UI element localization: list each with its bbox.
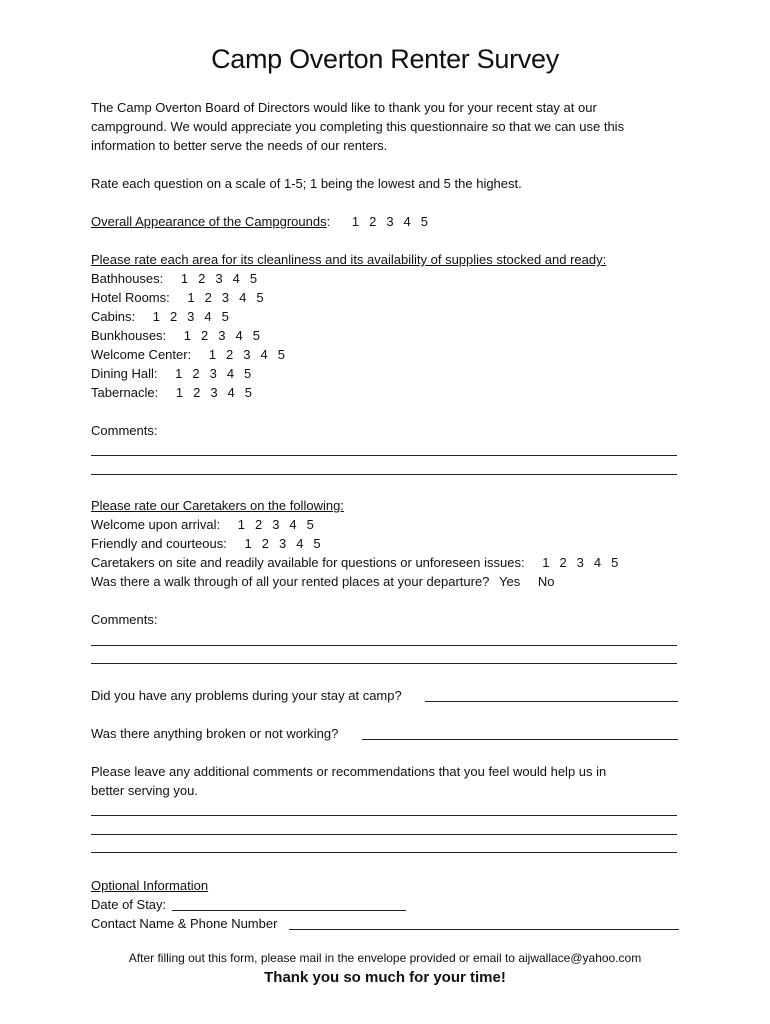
area-label: Tabernacle: bbox=[91, 385, 159, 400]
rating-option-1[interactable]: 1 bbox=[180, 271, 189, 286]
area-rating[interactable] bbox=[162, 383, 252, 402]
rating-option-2[interactable]: 2 bbox=[198, 271, 206, 286]
rating-option-4[interactable]: 4 bbox=[289, 517, 297, 532]
area-label: Bathhouses: bbox=[91, 271, 164, 286]
rating-option-2[interactable]: 2 bbox=[192, 366, 200, 381]
area-label: Dining Hall: bbox=[91, 366, 158, 381]
areas-heading: Please rate each area for its cleanliness and its availability of supplies stocked and ready: bbox=[91, 252, 607, 267]
rating-option-1[interactable]: 1 bbox=[175, 366, 183, 381]
rating-option-2[interactable]: 2 bbox=[226, 347, 234, 362]
rating-option-5[interactable]: 5 bbox=[244, 366, 252, 381]
rating-option-5[interactable]: 5 bbox=[256, 290, 264, 305]
area-row-hotel-rooms bbox=[91, 288, 264, 307]
overall-appearance-label: Overall Appearance of the Campgrounds bbox=[91, 214, 327, 229]
area-label: Bunkhouses: bbox=[91, 328, 167, 343]
rating-option-3[interactable]: 3 bbox=[278, 536, 287, 551]
rating-option-5[interactable]: 5 bbox=[244, 385, 253, 400]
area-rating[interactable] bbox=[167, 269, 257, 288]
rating-option-5[interactable]: 5 bbox=[306, 517, 314, 532]
comments-write-line-2[interactable] bbox=[91, 474, 677, 475]
rating-option-1[interactable]: 1 bbox=[187, 290, 195, 305]
scale-note: Rate each question on a scale of 1-5; 1 being the lowest and 5 the highest. bbox=[91, 176, 522, 191]
rating-option-5[interactable]: 5 bbox=[252, 328, 260, 343]
rating-option-2[interactable]: 2 bbox=[559, 555, 567, 570]
rating-option-1[interactable]: 1 bbox=[208, 347, 217, 362]
additional-write-line-2[interactable] bbox=[91, 834, 677, 835]
rating-option-3[interactable]: 3 bbox=[215, 271, 223, 286]
comments2-write-line-1[interactable] bbox=[91, 645, 677, 646]
rating-option-2[interactable]: 2 bbox=[204, 290, 212, 305]
caretakers-heading: Please rate our Caretakers on the following: bbox=[91, 498, 344, 513]
rating-option-2[interactable]: 2 bbox=[201, 328, 209, 343]
area-row-bathhouses bbox=[91, 269, 257, 288]
caretaker-rating[interactable] bbox=[528, 553, 618, 572]
area-label: Welcome Center: bbox=[91, 347, 192, 362]
rating-option-4[interactable]: 4 bbox=[235, 328, 243, 343]
date-of-stay-label: Date of Stay: bbox=[91, 897, 167, 912]
overall-appearance-row bbox=[91, 212, 428, 231]
walkthrough-yes-option[interactable]: Yes bbox=[499, 574, 521, 589]
overall-rating[interactable] bbox=[338, 212, 428, 231]
additional-write-line-3[interactable] bbox=[91, 852, 677, 853]
area-rating[interactable] bbox=[195, 345, 285, 364]
rating-option-4[interactable]: 4 bbox=[403, 214, 411, 229]
rating-option-4[interactable]: 4 bbox=[260, 347, 268, 362]
area-rating[interactable] bbox=[173, 288, 263, 307]
rating-option-2[interactable]: 2 bbox=[169, 309, 178, 324]
footer-instructions: After filling out this form, please mail in the envelope provided or email to aijwallace@yahoo.com bbox=[128, 951, 642, 965]
broken-answer-line[interactable] bbox=[362, 739, 678, 740]
caretaker-row-walkthrough bbox=[91, 572, 555, 591]
additional-line-1: Please leave any additional comments or recommendations that you feel would help us in bbox=[91, 764, 607, 779]
overall-appearance-colon: : bbox=[326, 214, 331, 229]
rating-option-1[interactable]: 1 bbox=[244, 536, 252, 551]
rating-option-4[interactable]: 4 bbox=[227, 385, 235, 400]
area-row-bunkhouses bbox=[91, 326, 260, 345]
caretaker-row-onsite bbox=[91, 553, 618, 572]
rating-option-4[interactable]: 4 bbox=[232, 271, 240, 286]
rating-option-5[interactable]: 5 bbox=[313, 536, 321, 551]
rating-option-1[interactable]: 1 bbox=[351, 214, 360, 229]
rating-option-3[interactable]: 3 bbox=[272, 517, 280, 532]
area-row-dining-hall bbox=[91, 364, 251, 383]
broken-question: Was there anything broken or not working? bbox=[91, 726, 339, 741]
date-of-stay-field[interactable] bbox=[172, 910, 406, 911]
rating-option-1[interactable]: 1 bbox=[175, 385, 184, 400]
problems-question: Did you have any problems during your stay at camp? bbox=[91, 688, 402, 703]
caretaker-row-friendly bbox=[91, 534, 321, 553]
caretaker-label: Welcome upon arrival: bbox=[91, 517, 221, 532]
rating-option-3[interactable]: 3 bbox=[386, 214, 394, 229]
area-rating[interactable] bbox=[139, 307, 229, 326]
rating-option-5[interactable]: 5 bbox=[221, 309, 229, 324]
intro-line-3: information to better serve the needs of our renters. bbox=[91, 138, 388, 153]
area-rating[interactable] bbox=[170, 326, 260, 345]
rating-option-5[interactable]: 5 bbox=[420, 214, 429, 229]
rating-option-1[interactable]: 1 bbox=[183, 328, 192, 343]
intro-line-1: The Camp Overton Board of Directors would like to thank you for your recent stay at our bbox=[91, 100, 597, 115]
rating-option-4[interactable]: 4 bbox=[296, 536, 304, 551]
rating-option-3[interactable]: 3 bbox=[209, 366, 217, 381]
rating-option-3[interactable]: 3 bbox=[218, 328, 226, 343]
thank-you-message: Thank you so much for your time! bbox=[264, 969, 506, 986]
rating-option-2[interactable]: 2 bbox=[261, 536, 269, 551]
intro-line-2: campground. We would appreciate you completing this questionnaire so that we can use this bbox=[91, 119, 625, 134]
comments-write-line-1[interactable] bbox=[91, 455, 677, 456]
rating-option-5[interactable]: 5 bbox=[277, 347, 285, 362]
caretaker-rating[interactable] bbox=[230, 534, 320, 553]
optional-heading: Optional Information bbox=[91, 878, 209, 893]
area-label: Cabins: bbox=[91, 309, 136, 324]
caretaker-rating[interactable] bbox=[224, 515, 314, 534]
comments2-write-line-2[interactable] bbox=[91, 663, 677, 664]
caretaker-label: Caretakers on site and readily available for questions or unforeseen issues: bbox=[91, 555, 525, 570]
comments-label: Comments: bbox=[91, 423, 158, 438]
rating-option-2[interactable]: 2 bbox=[193, 385, 201, 400]
area-row-cabins bbox=[91, 307, 229, 326]
rating-option-1[interactable]: 1 bbox=[152, 309, 160, 324]
rating-option-2[interactable]: 2 bbox=[254, 517, 263, 532]
comments-label-2: Comments: bbox=[91, 612, 158, 627]
rating-option-1[interactable]: 1 bbox=[542, 555, 550, 570]
area-row-welcome-center bbox=[91, 345, 285, 364]
rating-option-4[interactable]: 4 bbox=[239, 290, 247, 305]
rating-option-4[interactable]: 4 bbox=[204, 309, 212, 324]
rating-option-5[interactable]: 5 bbox=[611, 555, 619, 570]
caretaker-row-welcome bbox=[91, 515, 314, 534]
rating-option-3[interactable]: 3 bbox=[221, 290, 230, 305]
contact-label: Contact Name & Phone Number bbox=[91, 916, 278, 931]
page-title: Camp Overton Renter Survey bbox=[211, 44, 559, 74]
contact-field[interactable] bbox=[289, 929, 679, 930]
rating-option-1[interactable]: 1 bbox=[237, 517, 245, 532]
caretaker-label: Friendly and courteous: bbox=[91, 536, 227, 551]
rating-option-3[interactable]: 3 bbox=[187, 309, 195, 324]
rating-option-3[interactable]: 3 bbox=[210, 385, 218, 400]
area-label: Hotel Rooms: bbox=[91, 290, 170, 305]
area-row-tabernacle bbox=[91, 383, 252, 402]
rating-option-3[interactable]: 3 bbox=[576, 555, 584, 570]
rating-option-3[interactable]: 3 bbox=[243, 347, 251, 362]
rating-option-5[interactable]: 5 bbox=[249, 271, 258, 286]
rating-option-2[interactable]: 2 bbox=[369, 214, 377, 229]
walkthrough-no-option[interactable]: No bbox=[537, 574, 555, 589]
rating-option-4[interactable]: 4 bbox=[226, 366, 235, 381]
walkthrough-question: Was there a walk through of all your rented places at your departure? bbox=[91, 574, 490, 589]
additional-write-line-1[interactable] bbox=[91, 815, 677, 816]
problems-answer-line[interactable] bbox=[425, 701, 678, 702]
rating-option-4[interactable]: 4 bbox=[593, 555, 602, 570]
additional-line-2: better serving you. bbox=[91, 783, 198, 798]
area-rating[interactable] bbox=[161, 364, 251, 383]
